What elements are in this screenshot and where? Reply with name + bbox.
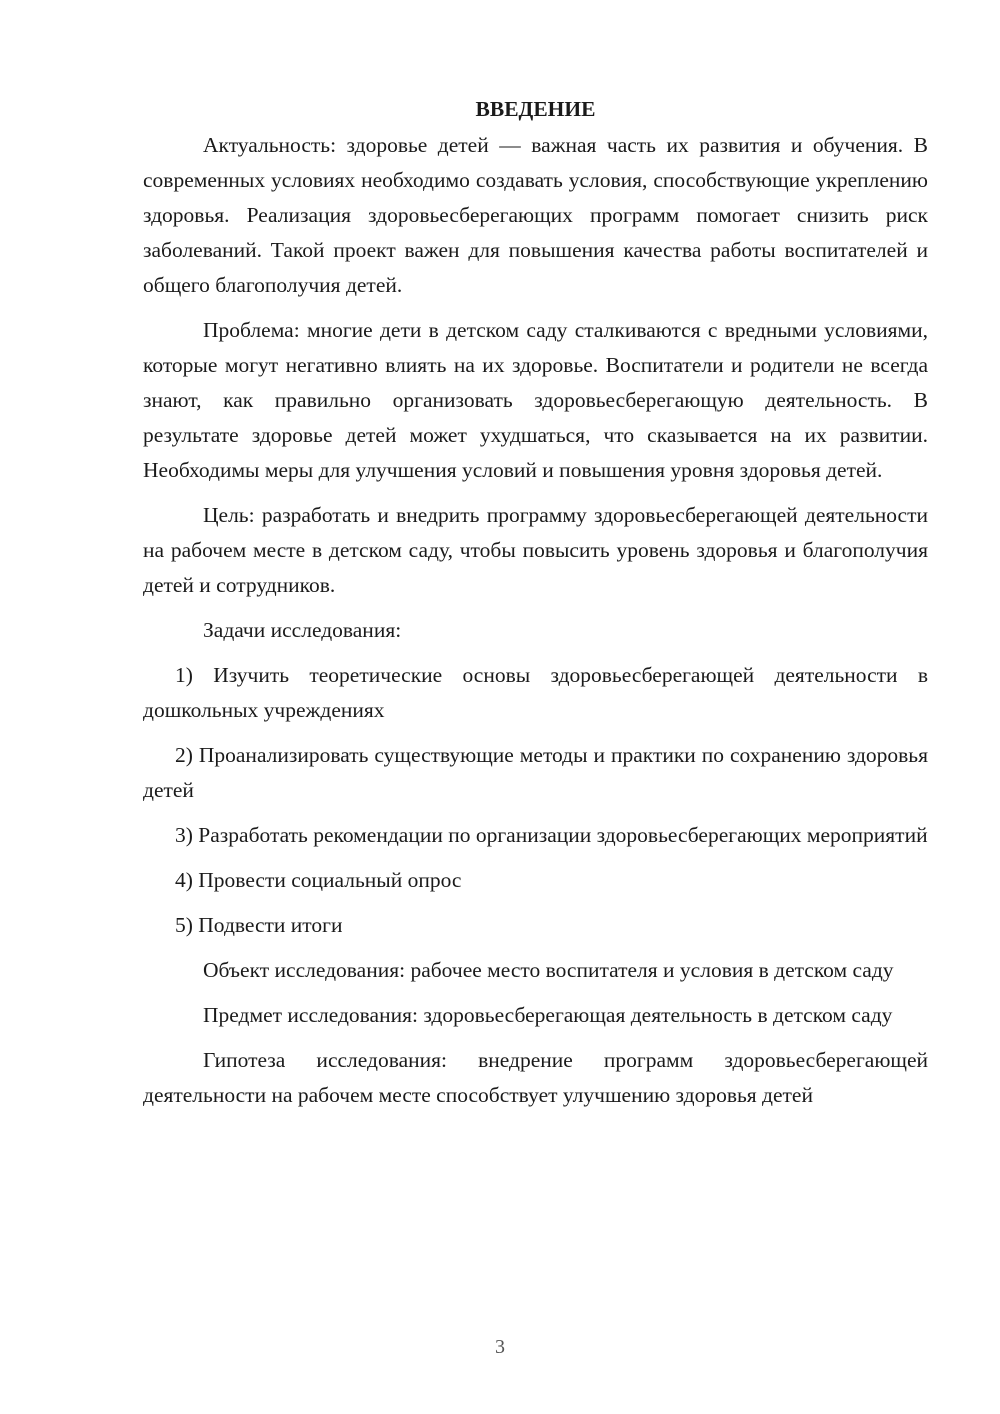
relevance-paragraph: Актуальность: здоровье детей — важная часть их развития и обучения. В современных условиях необходимо создавать условия, способствующие укреплению здоровья. Реализация здоровьесберегающих программ помогает снизить риск заболеваний. Такой проект важен для повышения качества работы воспитателей и общего благополучия детей. <box>143 133 928 297</box>
problem-paragraph: Проблема: многие дети в детском саду сталкиваются с вредными условиями, которые могут негативно влиять на их здоровье. Воспитатели и родители не всегда знают, как правильно организовать здоровьесберегающую деятельность. В результате здоровье детей может ухудшаться, что сказывается на их развитии. Необходимы меры для улучшения условий и повышения уровня здоровья детей. <box>143 318 928 482</box>
object-paragraph: Объект исследования: рабочее место воспитателя и условия в детском саду <box>203 958 894 982</box>
task-item-1: 1) Изучить теоретические основы здоровьесберегающей деятельности в дошкольных учреждениях <box>143 663 928 722</box>
task-item-4: 4) Провести социальный опрос <box>175 868 462 892</box>
hypothesis-paragraph: Гипотеза исследования: внедрение программ здоровьесберегающей деятельности на рабочем месте способствует улучшению здоровья детей <box>143 1048 928 1107</box>
task-item-3: 3) Разработать рекомендации по организации здоровьесберегающих мероприятий <box>175 823 928 847</box>
tasks-heading: Задачи исследования: <box>203 618 402 642</box>
document-page <box>143 92 928 1123</box>
task-item-5: 5) Подвести итоги <box>175 913 343 937</box>
task-item-2: 2) Проанализировать существующие методы и практики по сохранению здоровья детей <box>143 743 928 802</box>
page-number: 3 <box>495 1336 505 1358</box>
section-title: ВВЕДЕНИЕ <box>475 97 596 121</box>
subject-paragraph: Предмет исследования: здоровьесберегающая деятельность в детском саду <box>203 1003 893 1027</box>
goal-paragraph: Цель: разработать и внедрить программу здоровьесберегающей деятельности на рабочем месте в детском саду, чтобы повысить уровень здоровья и благополучия детей и сотрудников. <box>143 503 928 597</box>
